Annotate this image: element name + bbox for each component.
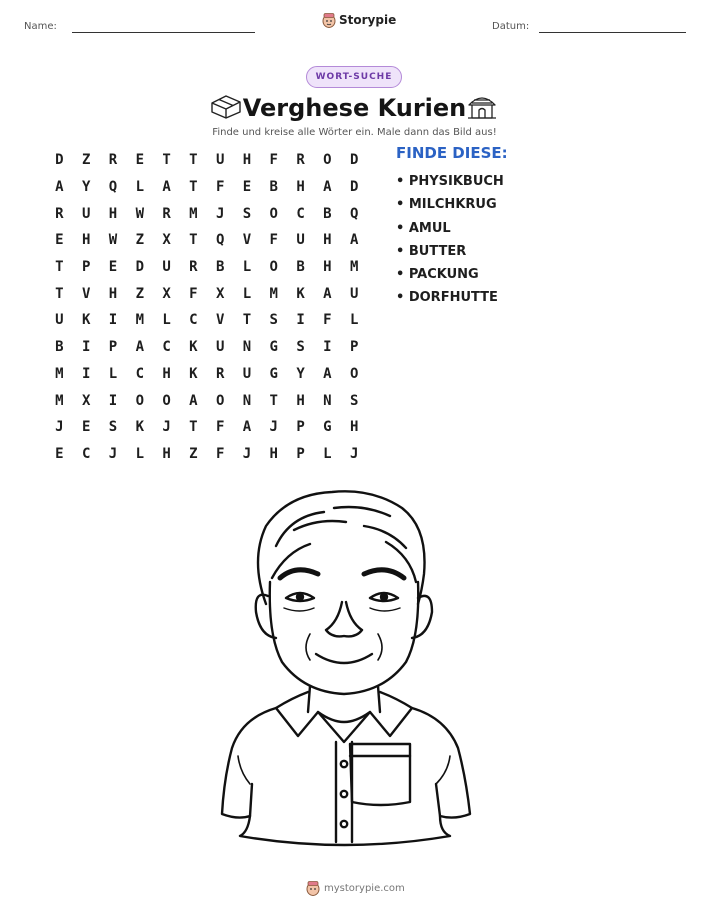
- grid-cell[interactable]: S: [296, 339, 305, 356]
- grid-cell[interactable]: F: [215, 445, 225, 462]
- word-list-item: • MILCHKRUG: [396, 197, 497, 213]
- grid-cell[interactable]: F: [269, 152, 278, 169]
- grid-cell[interactable]: X: [215, 285, 225, 302]
- grid-cell[interactable]: T: [189, 152, 198, 169]
- grid-cell[interactable]: T: [162, 152, 171, 169]
- grid-cell[interactable]: Y: [296, 365, 305, 382]
- grid-row: [46, 254, 368, 281]
- date-line[interactable]: [539, 32, 686, 33]
- grid-cell[interactable]: U: [349, 285, 359, 302]
- storypie-mascot-icon: [306, 880, 320, 896]
- grid-cell[interactable]: B: [215, 259, 225, 276]
- grid-cell[interactable]: L: [162, 312, 171, 329]
- grid-cell[interactable]: H: [162, 365, 171, 382]
- grid-cell[interactable]: U: [162, 259, 171, 276]
- grid-cell[interactable]: A: [189, 392, 198, 409]
- grid-cell[interactable]: F: [189, 285, 198, 302]
- grid-row: [46, 280, 368, 307]
- grid-cell[interactable]: I: [108, 312, 118, 329]
- grid-cell[interactable]: L: [323, 445, 332, 462]
- grid-row: [46, 387, 368, 414]
- grid-cell[interactable]: H: [269, 445, 278, 462]
- grid-cell[interactable]: U: [296, 232, 305, 249]
- grid-row: [46, 334, 368, 361]
- grid-cell[interactable]: M: [349, 259, 359, 276]
- grid-cell[interactable]: K: [189, 339, 198, 356]
- grid-cell[interactable]: E: [135, 152, 144, 169]
- grid-cell[interactable]: U: [215, 339, 225, 356]
- word-list-item: • AMUL: [396, 220, 451, 236]
- grid-cell[interactable]: A: [349, 232, 359, 249]
- word-list-item: • BUTTER: [396, 243, 467, 259]
- grid-cell[interactable]: O: [323, 152, 332, 169]
- grid-cell[interactable]: K: [135, 419, 144, 436]
- grid-cell[interactable]: B: [269, 179, 278, 196]
- portrait-coloring-illustration: [214, 486, 494, 854]
- grid-cell[interactable]: D: [349, 179, 359, 196]
- word-list-item: • PHYSIKBUCH: [396, 174, 504, 189]
- grid-cell[interactable]: Z: [135, 285, 144, 302]
- grid-cell[interactable]: C: [296, 205, 305, 222]
- grid-cell[interactable]: T: [189, 179, 198, 196]
- grid-cell[interactable]: T: [189, 419, 198, 436]
- grid-cell[interactable]: P: [349, 339, 359, 356]
- grid-cell[interactable]: A: [323, 179, 332, 196]
- grid-cell[interactable]: C: [162, 339, 171, 356]
- grid-cell[interactable]: A: [323, 285, 332, 302]
- brand-logo: [322, 12, 396, 28]
- grid-cell[interactable]: T: [55, 259, 64, 276]
- grid-cell[interactable]: H: [242, 152, 252, 169]
- grid-cell[interactable]: Q: [108, 179, 118, 196]
- grid-cell[interactable]: L: [108, 365, 118, 382]
- grid-cell[interactable]: U: [242, 365, 252, 382]
- grid-cell[interactable]: I: [296, 312, 305, 329]
- grid-cell[interactable]: K: [296, 285, 305, 302]
- grid-cell[interactable]: P: [296, 419, 305, 436]
- page-title: Verghese Kurien: [242, 94, 467, 122]
- word-list-title: FINDE DIESE:: [396, 144, 508, 162]
- grid-cell[interactable]: J: [108, 445, 118, 462]
- grid-cell[interactable]: Q: [349, 205, 359, 222]
- grid-cell[interactable]: W: [108, 232, 118, 249]
- grid-cell[interactable]: E: [55, 445, 64, 462]
- grid-cell[interactable]: O: [269, 259, 278, 276]
- instructions: Finde und kreise alle Wörter ein. Male dann das Bild aus!: [212, 127, 497, 138]
- grid-cell[interactable]: H: [108, 285, 118, 302]
- grid-cell[interactable]: M: [55, 392, 64, 409]
- grid-cell[interactable]: N: [242, 392, 252, 409]
- grid-cell[interactable]: D: [349, 152, 359, 169]
- grid-cell[interactable]: X: [81, 392, 91, 409]
- grid-cell[interactable]: E: [242, 179, 252, 196]
- grid-cell[interactable]: A: [162, 179, 171, 196]
- footer: [306, 880, 405, 896]
- grid-cell[interactable]: K: [189, 365, 198, 382]
- grid-cell[interactable]: S: [242, 205, 252, 222]
- grid-cell[interactable]: E: [55, 232, 64, 249]
- grid-cell[interactable]: R: [108, 152, 118, 169]
- storypie-mascot-icon: [322, 12, 336, 28]
- grid-cell[interactable]: G: [323, 419, 332, 436]
- grid-cell[interactable]: J: [349, 445, 359, 462]
- grid-cell[interactable]: M: [189, 205, 198, 222]
- grid-cell[interactable]: G: [269, 365, 278, 382]
- grid-cell[interactable]: G: [269, 339, 278, 356]
- grid-cell[interactable]: A: [55, 179, 64, 196]
- grid-cell[interactable]: Z: [81, 152, 91, 169]
- grid-cell[interactable]: Z: [189, 445, 198, 462]
- grid-cell[interactable]: E: [108, 259, 118, 276]
- grid-cell[interactable]: R: [55, 205, 64, 222]
- grid-cell[interactable]: X: [162, 232, 171, 249]
- grid-cell[interactable]: I: [81, 339, 91, 356]
- grid-cell[interactable]: B: [296, 259, 305, 276]
- grid-cell[interactable]: L: [242, 259, 252, 276]
- grid-cell[interactable]: Y: [81, 179, 91, 196]
- grid-cell[interactable]: P: [296, 445, 305, 462]
- grid-cell[interactable]: O: [269, 205, 278, 222]
- grid-cell[interactable]: C: [189, 312, 198, 329]
- grid-cell[interactable]: J: [215, 205, 225, 222]
- footer-url[interactable]: mystorypie.com: [324, 882, 405, 894]
- grid-row: [46, 414, 368, 441]
- date-label: Datum:: [492, 21, 530, 32]
- grid-cell[interactable]: F: [215, 179, 225, 196]
- brand-name: Storypie: [339, 13, 397, 27]
- grid-cell[interactable]: I: [108, 392, 118, 409]
- grid-cell[interactable]: P: [81, 259, 91, 276]
- grid-cell[interactable]: V: [215, 312, 225, 329]
- word-list-item: • DORFHUTTE: [396, 290, 498, 306]
- grid-cell[interactable]: L: [135, 445, 144, 462]
- grid-cell[interactable]: V: [242, 232, 252, 249]
- grid-cell[interactable]: S: [269, 312, 278, 329]
- grid-cell[interactable]: L: [242, 285, 252, 302]
- grid-cell[interactable]: E: [81, 419, 91, 436]
- grid-cell[interactable]: Z: [135, 232, 144, 249]
- grid-cell[interactable]: B: [55, 339, 64, 356]
- grid-cell[interactable]: C: [81, 445, 91, 462]
- grid-cell[interactable]: L: [349, 312, 359, 329]
- grid-cell[interactable]: T: [189, 232, 198, 249]
- word-list-item: • PACKUNG: [396, 267, 479, 283]
- grid-cell[interactable]: J: [162, 419, 171, 436]
- grid-cell[interactable]: K: [81, 312, 91, 329]
- grid-cell[interactable]: R: [215, 365, 225, 382]
- grid-cell[interactable]: H: [81, 232, 91, 249]
- grid-cell[interactable]: H: [349, 419, 359, 436]
- word-search-grid[interactable]: [46, 147, 368, 467]
- grid-row: [46, 227, 368, 254]
- grid-cell[interactable]: V: [81, 285, 91, 302]
- grid-cell[interactable]: A: [323, 365, 332, 382]
- grid-row: [46, 307, 368, 334]
- grid-cell[interactable]: N: [323, 392, 332, 409]
- grid-row: [46, 361, 368, 388]
- grid-cell[interactable]: O: [162, 392, 171, 409]
- grid-cell[interactable]: R: [189, 259, 198, 276]
- grid-cell[interactable]: D: [55, 152, 64, 169]
- grid-cell[interactable]: T: [55, 285, 64, 302]
- grid-cell[interactable]: A: [135, 339, 144, 356]
- grid-cell[interactable]: T: [242, 312, 252, 329]
- grid-cell[interactable]: J: [242, 445, 252, 462]
- grid-cell[interactable]: J: [269, 419, 278, 436]
- grid-cell[interactable]: U: [55, 312, 64, 329]
- grid-cell[interactable]: Q: [215, 232, 225, 249]
- grid-cell[interactable]: F: [323, 312, 332, 329]
- grid-cell[interactable]: T: [269, 392, 278, 409]
- grid-cell[interactable]: U: [81, 205, 91, 222]
- grid-cell[interactable]: H: [323, 259, 332, 276]
- grid-cell[interactable]: S: [349, 392, 359, 409]
- grid-cell[interactable]: H: [162, 445, 171, 462]
- grid-cell[interactable]: I: [323, 339, 332, 356]
- grid-cell[interactable]: H: [108, 205, 118, 222]
- word-list: [396, 170, 504, 310]
- grid-cell[interactable]: M: [269, 285, 278, 302]
- grid-cell[interactable]: F: [215, 419, 225, 436]
- grid-cell[interactable]: U: [215, 152, 225, 169]
- grid-cell[interactable]: O: [349, 365, 359, 382]
- hut-icon: [466, 91, 498, 121]
- grid-cell[interactable]: P: [108, 339, 118, 356]
- grid-row: [46, 147, 368, 174]
- grid-cell[interactable]: S: [108, 419, 118, 436]
- grid-cell[interactable]: I: [81, 365, 91, 382]
- grid-cell[interactable]: H: [296, 179, 305, 196]
- name-line[interactable]: [72, 32, 255, 33]
- grid-cell[interactable]: R: [162, 205, 171, 222]
- grid-cell[interactable]: D: [135, 259, 144, 276]
- grid-cell[interactable]: R: [296, 152, 305, 169]
- grid-cell[interactable]: H: [296, 392, 305, 409]
- worksheet-type-badge: WORT-SUCHE: [306, 66, 402, 88]
- grid-row: [46, 174, 368, 201]
- grid-cell[interactable]: O: [215, 392, 225, 409]
- grid-row: [46, 200, 368, 227]
- grid-cell[interactable]: J: [55, 419, 64, 436]
- grid-cell[interactable]: H: [323, 232, 332, 249]
- grid-cell[interactable]: W: [135, 205, 144, 222]
- grid-cell[interactable]: F: [269, 232, 278, 249]
- grid-cell[interactable]: M: [55, 365, 64, 382]
- grid-cell[interactable]: L: [135, 179, 144, 196]
- grid-cell[interactable]: A: [242, 419, 252, 436]
- grid-cell[interactable]: X: [162, 285, 171, 302]
- name-label: Name:: [24, 21, 57, 32]
- grid-cell[interactable]: C: [135, 365, 144, 382]
- grid-row: [46, 441, 368, 468]
- grid-cell[interactable]: O: [135, 392, 144, 409]
- grid-cell[interactable]: N: [242, 339, 252, 356]
- grid-cell[interactable]: B: [323, 205, 332, 222]
- grid-cell[interactable]: M: [135, 312, 144, 329]
